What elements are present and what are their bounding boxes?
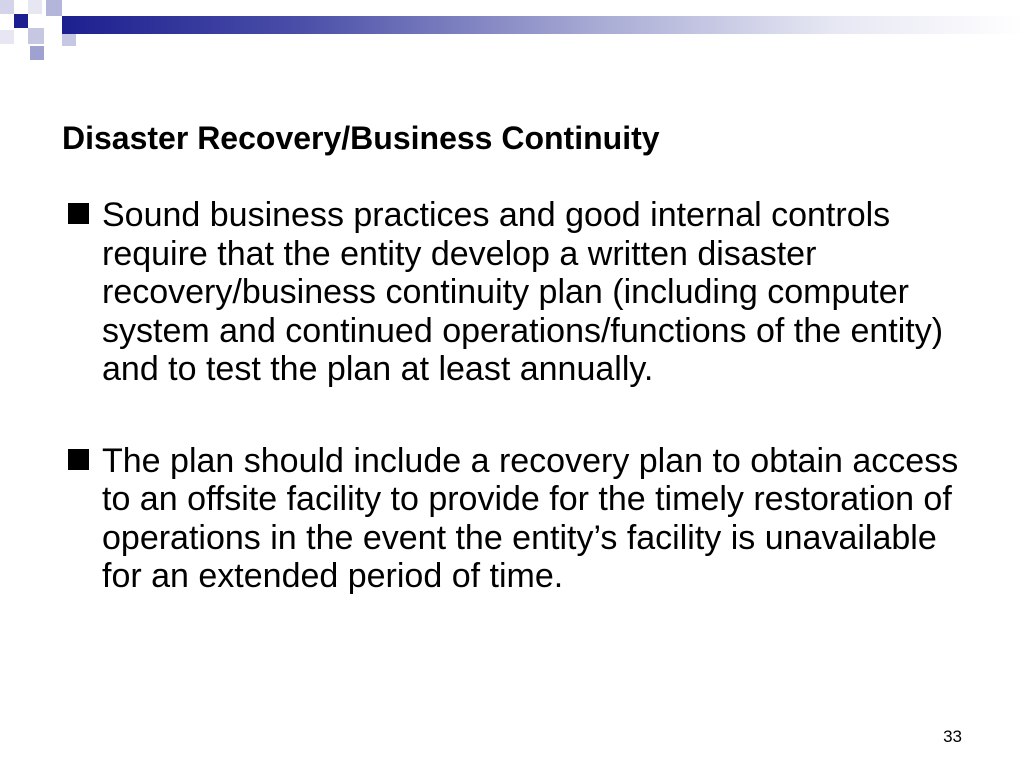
decoration-square	[30, 46, 44, 60]
square-bullet-icon	[68, 449, 89, 470]
decoration-square	[28, 0, 42, 14]
bullet-text: Sound business practices and good internal controls require that the entity develop a written disaster recovery/business continuity plan (including computer system and continued operations/functions of the entity) and to test the plan at least annually.	[102, 196, 944, 388]
decoration-square	[28, 28, 44, 44]
bullet-item	[62, 442, 962, 596]
square-bullet-icon	[68, 203, 89, 224]
slide-title: Disaster Recovery/Business Continuity	[62, 120, 660, 156]
corner-decoration	[0, 0, 1024, 70]
page-number: 33	[943, 727, 962, 746]
decoration-square	[62, 34, 76, 46]
decoration-square	[46, 0, 62, 16]
title-bar-gradient	[62, 16, 1024, 34]
decoration-square	[14, 14, 28, 28]
bullet-text: The plan should include a recovery plan to obtain access to an offsite facility to provide for the timely restoration of operations in the event the entity’s facility is unavailable for an extended period of time.	[102, 441, 959, 595]
decoration-square	[0, 30, 14, 44]
decoration-square	[0, 0, 14, 14]
bullet-list	[62, 196, 962, 649]
bullet-item	[62, 196, 962, 389]
